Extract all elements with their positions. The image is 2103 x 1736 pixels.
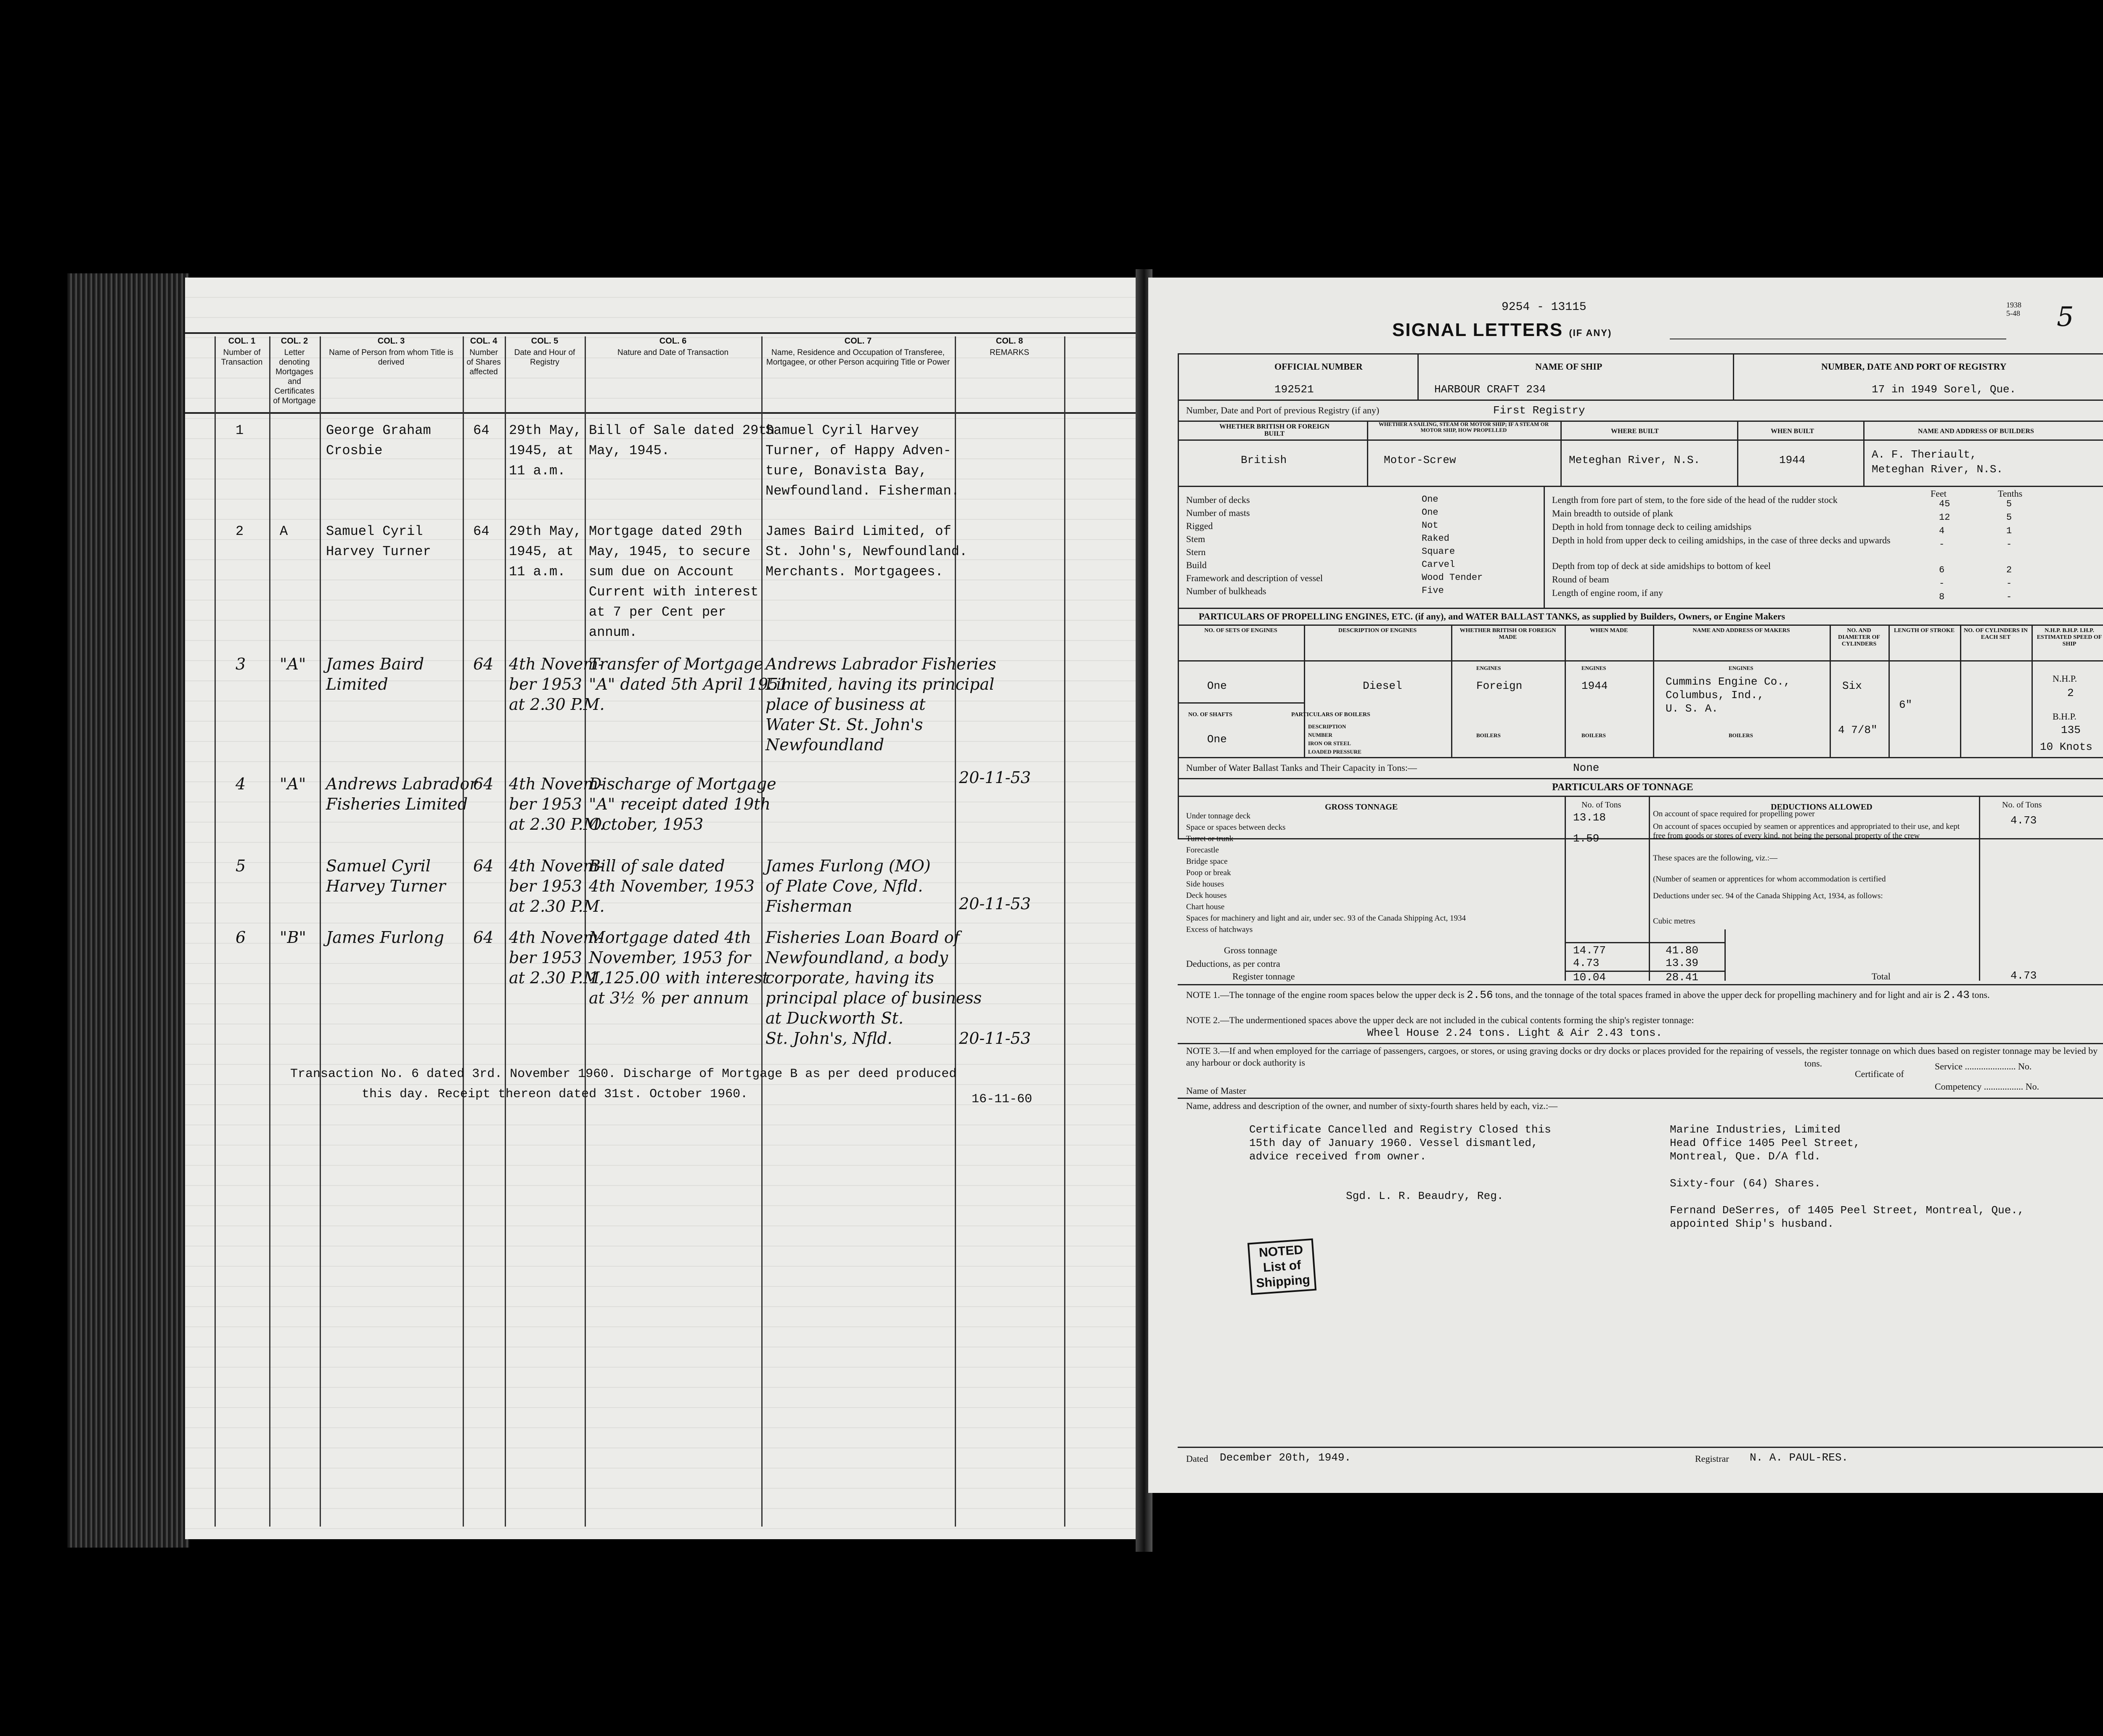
footer-note-line-1: Transaction No. 6 dated 3rd. November 1960. Discharge of Mortgage B as per deed produced (290, 1067, 957, 1081)
note-2: NOTE 2.—The undermentioned spaces above the upper deck are not included in the cubical contents forming the ship's register tonnage: (1186, 1015, 1694, 1025)
particular-label: Rigged (1186, 521, 1213, 531)
column-rule (269, 336, 270, 1527)
engine-maker-2: Columbus, Ind., (1666, 689, 1764, 701)
engines-word: ENGINES (1729, 665, 1753, 671)
registry-date-line: 4th Novem- (509, 775, 604, 793)
transaction-nature-line: 4th November, 1953 (589, 877, 755, 895)
particular-value: Carvel (1422, 559, 1455, 570)
particular-value: Raked (1422, 533, 1450, 544)
engine-maker-3: U. S. A. (1666, 702, 1718, 715)
previous-registry-label: Number, Date and Port of previous Registry (if any) (1186, 405, 1380, 415)
column-rule (1064, 336, 1065, 1527)
dated-label: Dated (1186, 1453, 1208, 1464)
title-from-line: Andrews Labrador (326, 775, 477, 793)
transaction-nature-line: Transfer of Mortgage (589, 655, 763, 673)
transactions-ledger-page (185, 278, 1140, 1539)
dimension-feet: 8 (1939, 592, 1945, 602)
column-header-5: COL. 5 Date and Hour of Registry (514, 336, 575, 367)
transferee-line: Merchants. Mortgagees. (765, 564, 943, 580)
dimension-feet: 12 (1939, 512, 1950, 523)
engines-title: PARTICULARS OF PROPELLING ENGINES, ETC. (if any), and WATER BALLAST TANKS, as supplied by Builders, Owners, or Engine Makers (1199, 611, 1785, 622)
column-header-6: COL. 6 Nature and Date of Transaction (617, 336, 729, 357)
dated-value: December 20th, 1949. (1220, 1451, 1351, 1464)
boiler-field: DESCRIPTION (1308, 723, 1346, 730)
particular-label: Framework and description of vessel (1186, 573, 1323, 583)
transaction-nature-line: Discharge of Mortgage (589, 775, 776, 793)
transaction-nature-line: Mortgage dated 4th (589, 928, 752, 947)
registry-date-line: 29th May, (509, 524, 582, 539)
owner-line: Marine Industries, Limited (1670, 1123, 1841, 1136)
transferee-line: St. John's, Newfoundland. (765, 544, 968, 559)
dimension-label: Depth in hold from upper deck to ceiling amidships, in the case of three decks and upwards (1552, 535, 1891, 545)
note-3: NOTE 3.—If and when employed for the carriage of passengers, cargoes, or stores, or using graving docks or dry docks or places provided for the repairing of vessels, the register tonnage on which dues based on register tonnage may be levied by any harbour or dock authority is (1186, 1045, 2098, 1068)
particular-label: Number of masts (1186, 508, 1250, 518)
transaction-nature-line: Bill of sale dated (589, 857, 725, 875)
engine-column-header: WHETHER BRITISH OR FOREIGN MADE (1459, 627, 1556, 640)
deductions-label: Deductions, as per contra (1186, 958, 1280, 969)
mortgage-letter: A (280, 524, 288, 539)
port-of-registry: 17 in 1949 Sorel, Que. (1872, 383, 2016, 396)
shares-affected: 64 (473, 524, 490, 539)
transaction-nature-line: May, 1945, to secure (589, 544, 751, 559)
particular-value: Five (1422, 585, 1444, 596)
dimension-feet: 6 (1939, 565, 1945, 575)
noted-list-of-shipping-stamp: NOTED List of Shipping (1247, 1238, 1317, 1295)
boilers-label: PARTICULARS OF BOILERS (1291, 712, 1370, 718)
registrar-label: Registrar (1695, 1453, 1729, 1464)
deduction-text: Cubic metres (1653, 917, 1695, 926)
deduction-total: 4.73 (2010, 814, 2037, 827)
gross-item-label: Forecastle (1186, 846, 1219, 855)
cancellation-line: advice received from owner. (1249, 1150, 1427, 1163)
shares-affected: 64 (473, 423, 490, 438)
header-top-rule (185, 332, 1140, 334)
registry-header: NUMBER, DATE AND PORT OF REGISTRY (1821, 361, 2007, 372)
registry-date-line: at 2.30 P.M. (509, 969, 605, 987)
gross-item-label: Turret or trunk (1186, 834, 1234, 843)
total-label: Total (1872, 971, 1891, 982)
cancellation-line: 15th day of January 1960. Vessel dismantled, (1249, 1137, 1538, 1149)
dimension-feet: - (1939, 539, 1945, 550)
note-3-tons: tons. (1804, 1058, 1822, 1069)
column-header-7: COL. 7 Name, Residence and Occupation of Transferee, Mortgagee, or other Person acquiring Title or Power (766, 336, 950, 367)
transferee-line: Andrews Labrador Fisheries (765, 655, 996, 673)
when-built: 1944 (1779, 454, 1806, 466)
cancellation-line: Certificate Cancelled and Registry Closed this (1249, 1123, 1551, 1136)
master-label: Name of Master (1186, 1085, 1246, 1096)
transaction-nature-line: November, 1953 for (589, 948, 751, 967)
note-1: NOTE 1.—The tonnage of the engine room spaces below the upper deck is 2.56 tons, and the tonnage of the total spaces framed in above the upper deck for propelling machinery and for light and air is 2.43 tons. (1186, 989, 1990, 1001)
particular-label: Build (1186, 560, 1207, 570)
particular-label: Number of decks (1186, 495, 1250, 505)
engine-column-header: LENGTH OF STROKE (1894, 627, 1955, 634)
tons-header: No. of Tons (1581, 800, 1621, 810)
transferee-line: principal place of business (765, 989, 982, 1007)
transaction-nature-line: 1,125.00 with interest (589, 969, 769, 987)
transferee-line: James Furlong (MO) (765, 857, 931, 875)
note-2-values: Wheel House 2.24 tons. Light & Air 2.43 tons. (1367, 1027, 1663, 1039)
registry-date-line: 29th May, (509, 423, 582, 438)
gross-item-label: Excess of hatchways (1186, 925, 1253, 934)
registry-date-line: 1945, at (509, 443, 574, 458)
file-number: 9254 - 13115 (1502, 301, 1587, 314)
column-rule (505, 336, 506, 1527)
transferee-line: Fisherman (765, 897, 853, 916)
owner-label: Name, address and description of the owner, and number of sixty-fourth shares held by each, viz.:— (1186, 1101, 1558, 1111)
transaction-nature-line: Mortgage dated 29th (589, 524, 742, 539)
cylinder-diameter: 4 7/8" (1838, 724, 1878, 736)
dimension-label: Round of beam (1552, 574, 1609, 585)
engine-year: 1944 (1581, 680, 1608, 692)
ballast-value: None (1573, 762, 1600, 774)
mortgage-letter: "A" (280, 775, 306, 793)
title-from-line: Fisheries Limited (326, 795, 468, 813)
shares-affected: 64 (473, 775, 494, 793)
registry-date-line: 4th Novem- (509, 655, 604, 673)
transferee-line: Water St. St. John's (765, 715, 923, 734)
shares-affected: 64 (473, 857, 494, 875)
deduct-metres: 13.39 (1666, 957, 1699, 969)
transferee-line: at Duckworth St. (765, 1009, 904, 1027)
column-header-1: COL. 1 Number of Transaction (221, 336, 263, 367)
transaction-nature-line: May, 1945. (589, 443, 670, 458)
boiler-field: LOADED PRESSURE (1308, 749, 1361, 755)
engines-word: ENGINES (1581, 665, 1606, 671)
nhp-value: 2 (2067, 687, 2074, 699)
transaction-number: 2 (236, 524, 244, 539)
transaction-nature-line: annum. (589, 625, 638, 640)
deduction-grand-total: 4.73 (2010, 969, 2037, 982)
certificate-label: Certificate of (1855, 1069, 1904, 1079)
competency-label: Competency ................. No. (1935, 1081, 2039, 1092)
transferee-line: Turner, of Happy Adven- (765, 443, 951, 458)
transferee-line: Newfoundland, a body (765, 948, 948, 967)
particular-value: One (1422, 494, 1438, 505)
column-rule (215, 336, 216, 1527)
title-from-line: James Furlong (326, 928, 444, 947)
shafts-label: NO. OF SHAFTS (1188, 712, 1232, 718)
gross-tons: 14.77 (1573, 944, 1606, 957)
transferee-line: Limited, having its principal (765, 675, 995, 693)
form-code: 1938 5-48 (2006, 301, 2021, 318)
dimension-label: Depth from top of deck at side amidships to bottom of keel (1552, 561, 1771, 571)
owner-line: Head Office 1405 Peel Street, (1670, 1137, 1860, 1149)
builders-header: NAME AND ADDRESS OF BUILDERS (1918, 428, 2034, 435)
transferee-line: Newfoundland (765, 736, 885, 754)
gross-item-label: Under tonnage deck (1186, 812, 1250, 820)
transferee-line: Samuel Cyril Harvey (765, 423, 919, 438)
cancel-signature: Sgd. L. R. Beaudry, Reg. (1346, 1190, 1504, 1202)
built-origin: British (1241, 454, 1287, 466)
propulsion: Motor-Screw (1384, 454, 1456, 466)
registrar-name: N. A. PAUL-RES. (1750, 1451, 1849, 1464)
column-header-3: COL. 3 Name of Person from whom Title is derived (329, 336, 453, 367)
boilers-word: BOILERS (1581, 732, 1606, 738)
engine-column-header: NAME AND ADDRESS OF MAKERS (1692, 627, 1790, 634)
transferee-line: ture, Bonavista Bay, (765, 463, 927, 479)
transaction-number: 1 (236, 423, 244, 438)
column-header-2: COL. 2 Letter denoting Mortgages and Certificates of Mortgage (273, 336, 316, 405)
transaction-number: 4 (236, 775, 246, 793)
boilers-word: BOILERS (1729, 732, 1753, 738)
column-rule (463, 336, 464, 1527)
ballast-label: Number of Water Ballast Tanks and Their Capacity in Tons:— (1186, 762, 1417, 773)
transferee-line: James Baird Limited, of (765, 524, 951, 539)
deduction-text: Deductions under sec. 94 of the Canada Shipping Act, 1934, as follows: (1653, 892, 1883, 900)
transaction-number: 5 (236, 857, 246, 875)
gross-item-label: Side houses (1186, 880, 1224, 889)
tonnage-title: PARTICULARS OF TONNAGE (1552, 782, 1693, 793)
engine-column-header: DESCRIPTION OF ENGINES (1338, 627, 1417, 634)
when-built-header: WHEN BUILT (1771, 428, 1814, 435)
gross-item-label: Spaces for machinery and light and air, under sec. 93 of the Canada Shipping Act, 1934 (1186, 914, 1466, 923)
deduction-text: On account of space required for propelling power (1653, 810, 1815, 818)
nhp-label: N.H.P. (2053, 673, 2077, 684)
transaction-nature-line: at 3½ % per annum (589, 989, 749, 1007)
dimension-feet: 4 (1939, 526, 1945, 536)
transferee-line: of Plate Cove, Nfld. (765, 877, 923, 895)
gross-item-tons: 1.59 (1573, 832, 1600, 845)
propulsion-header: WHETHER A SAILING, STEAM OR MOTOR SHIP; IF A STEAM OR MOTOR SHIP, HOW PROPELLED (1378, 421, 1549, 433)
remarks: 20-11-53 (959, 768, 1031, 787)
column-rule (320, 336, 321, 1527)
transaction-number: 3 (236, 655, 246, 673)
deduction-tons-header: No. of Tons (2002, 800, 2042, 810)
ship-registry-page (1148, 278, 2103, 1493)
title-from-line: Samuel Cyril (326, 524, 423, 539)
boiler-field: IRON OR STEEL (1308, 740, 1351, 746)
gross-label: Gross tonnage (1224, 945, 1277, 955)
boilers-word: BOILERS (1476, 732, 1501, 738)
deduction-text: (Number of seamen or apprentices for whom accommodation is certified (1653, 875, 1886, 884)
engine-stroke: 6" (1899, 699, 1912, 711)
dimension-label: Main breadth to outside of plank (1552, 508, 1673, 519)
register-metres: 28.41 (1666, 971, 1699, 984)
title-from-line: Harvey Turner (326, 877, 446, 895)
engine-column-header: N.H.P. B.H.P. I.H.P. ESTIMATED SPEED OF SHIP (2037, 627, 2102, 647)
particular-value: Square (1422, 546, 1455, 557)
column-header-4: COL. 4 Number of Shares affected (466, 336, 501, 376)
particular-value: Wood Tender (1422, 572, 1483, 583)
feet-header: Feet (1931, 488, 1947, 499)
official-number: 192521 (1274, 383, 1314, 396)
gross-item-label: Bridge space (1186, 857, 1228, 866)
tenths-header: Tenths (1998, 488, 2023, 499)
dimension-tenths: - (2006, 539, 2012, 550)
registry-date-line: ber 1953 (509, 795, 582, 813)
engine-column-header: WHEN MADE (1589, 627, 1628, 634)
mortgage-letter: "A" (280, 655, 306, 673)
deduction-text: On account of spaces occupied by seamen or apprentices and appropriated to their use, and kept free from goods or stores of every kind, not being the personal property of the crew (1653, 822, 1960, 840)
transaction-nature-line: October, 1953 (589, 815, 704, 834)
gross-item-label: Poop or break (1186, 868, 1231, 877)
registry-date-line: 4th Novem- (509, 928, 604, 947)
deductions-header: DEDUCTIONS ALLOWED (1771, 802, 1873, 812)
where-built: Meteghan River, N.S. (1569, 454, 1700, 466)
transferee-line: St. John's, Nfld. (765, 1029, 893, 1048)
ship-speed: 10 Knots (2040, 741, 2092, 753)
dimension-tenths: - (2006, 578, 2012, 589)
registry-date-line: at 2.30 P.M. (509, 897, 605, 916)
bhp-label: B.H.P. (2053, 711, 2077, 722)
gross-metres: 41.80 (1666, 944, 1699, 957)
transaction-nature-line: sum due on Account (589, 564, 734, 580)
transferee-line: corporate, having its (765, 969, 934, 987)
british-header: WHETHER BRITISH OR FOREIGN BUILT (1219, 423, 1330, 437)
transferee-line: Newfoundland. Fisherman. (765, 483, 959, 499)
owner-line: Fernand DeSerres, of 1405 Peel Street, Montreal, Que., (1670, 1204, 2024, 1217)
shafts-count: One (1207, 733, 1227, 746)
header-bottom-rule (185, 412, 1140, 414)
transaction-nature-line: at 7 per Cent per (589, 604, 726, 620)
dimension-tenths: 5 (2006, 512, 2012, 523)
owner-line: Montreal, Que. D/A fld. (1670, 1150, 1821, 1163)
owner-line: appointed Ship's husband. (1670, 1217, 1834, 1230)
footer-remark: 16-11-60 (972, 1092, 1033, 1106)
ship-name: HARBOUR CRAFT 234 (1434, 383, 1546, 396)
transaction-nature-line: "A" receipt dated 19th (589, 795, 771, 813)
title-from-line: Limited (326, 675, 388, 693)
particular-label: Stern (1186, 547, 1206, 557)
previous-registry: First Registry (1493, 404, 1585, 417)
page-number-handwritten: 5 (2057, 302, 2074, 333)
boiler-field: NUMBER (1308, 732, 1332, 738)
title-from-line: Samuel Cyril (326, 857, 431, 875)
dimension-feet: - (1939, 578, 1945, 589)
engine-column-header: NO. OF CYLINDERS IN EACH SET (1964, 627, 2028, 640)
engine-description: Diesel (1363, 680, 1402, 692)
title-from-line: Harvey Turner (326, 544, 431, 559)
engines-word: ENGINES (1476, 665, 1501, 671)
gross-item-label: Space or spaces between decks (1186, 823, 1286, 832)
transaction-nature-line: Current with interest (589, 584, 759, 600)
transaction-nature-line: "A" dated 5th April 1951 (589, 675, 789, 693)
dimension-tenths: 1 (2006, 526, 2012, 536)
dimension-label: Depth in hold from tonnage deck to ceiling amidships (1552, 521, 1752, 532)
register-tons: 10.04 (1573, 971, 1606, 984)
registry-date-line: 1945, at (509, 544, 574, 559)
dimension-tenths: 2 (2006, 565, 2012, 575)
transaction-nature-line: Bill of Sale dated 29th (589, 423, 775, 438)
engine-sets: One (1207, 680, 1227, 692)
engine-origin: Foreign (1476, 680, 1523, 692)
registry-date-line: at 2.30 P.M. (509, 815, 605, 834)
transaction-number: 6 (236, 928, 246, 947)
builders-line-2: Meteghan River, N.S. (1872, 463, 2003, 476)
dimension-label: Length from fore part of stem, to the fore side of the head of the rudder stock (1552, 495, 1838, 505)
register-label: Register tonnage (1232, 971, 1295, 982)
builders-line-1: A. F. Theriault, (1872, 448, 1977, 461)
dimension-label: Length of engine room, if any (1552, 587, 1663, 598)
deduct-tons: 4.73 (1573, 957, 1600, 969)
particular-value: Not (1422, 520, 1438, 531)
engine-cylinders: Six (1842, 680, 1862, 692)
registry-date-line: ber 1953 (509, 877, 582, 895)
signal-letters-title: SIGNAL LETTERS (IF ANY) (1392, 320, 1612, 340)
book-page-edges-left (67, 273, 189, 1548)
dimension-feet: 45 (1939, 499, 1950, 509)
column-header-8: COL. 8 REMARKS (990, 336, 1029, 357)
shares-affected: 64 (473, 655, 494, 673)
registry-date-line: 11 a.m. (509, 463, 566, 479)
title-from-line: George Graham (326, 423, 431, 438)
owner-line: Sixty-four (64) Shares. (1670, 1177, 1821, 1190)
mortgage-letter: "B" (280, 928, 306, 947)
remarks: 20-11-53 (959, 894, 1031, 913)
registry-date-line: 11 a.m. (509, 564, 566, 580)
gross-tonnage-header: GROSS TONNAGE (1325, 802, 1398, 812)
engine-column-header: NO. OF SETS OF ENGINES (1204, 627, 1277, 634)
column-rule (761, 336, 763, 1527)
particular-label: Stem (1186, 534, 1205, 544)
official-number-header: OFFICIAL NUMBER (1274, 361, 1363, 372)
engine-maker-1: Cummins Engine Co., (1666, 675, 1790, 688)
gross-item-tons: 13.18 (1573, 811, 1606, 824)
shares-affected: 64 (473, 928, 494, 947)
registry-date-line: 4th Novem- (509, 857, 604, 875)
gross-item-label: Deck houses (1186, 891, 1227, 900)
transferee-line: place of business at (765, 695, 926, 714)
dimension-tenths: - (2006, 592, 2012, 602)
footer-note-line-2: this day. Receipt thereon dated 31st. October 1960. (362, 1087, 748, 1101)
deduction-text: These spaces are the following, viz.:— (1653, 854, 1777, 863)
title-from-line: Crosbie (326, 443, 383, 458)
particular-label: Number of bulkheads (1186, 586, 1266, 596)
registry-date-line: ber 1953 (509, 675, 582, 693)
service-label: Service ...................... No. (1935, 1061, 2032, 1072)
engine-column-header: NO. AND DIAMETER OF CYLINDERS (1838, 627, 1880, 647)
registry-date-line: ber 1953 (509, 948, 582, 967)
gross-item-label: Chart house (1186, 902, 1225, 911)
title-from-line: James Baird (326, 655, 424, 673)
dimension-tenths: 5 (2006, 499, 2012, 509)
ship-name-header: NAME OF SHIP (1535, 361, 1602, 372)
where-built-header: WHERE BUILT (1611, 428, 1659, 435)
transferee-line: Fisheries Loan Board of (765, 928, 960, 947)
particular-value: One (1422, 507, 1438, 518)
remarks: 20-11-53 (959, 1029, 1031, 1048)
bhp-value: 135 (2061, 724, 2081, 736)
registry-date-line: at 2.30 P.M. (509, 695, 605, 714)
